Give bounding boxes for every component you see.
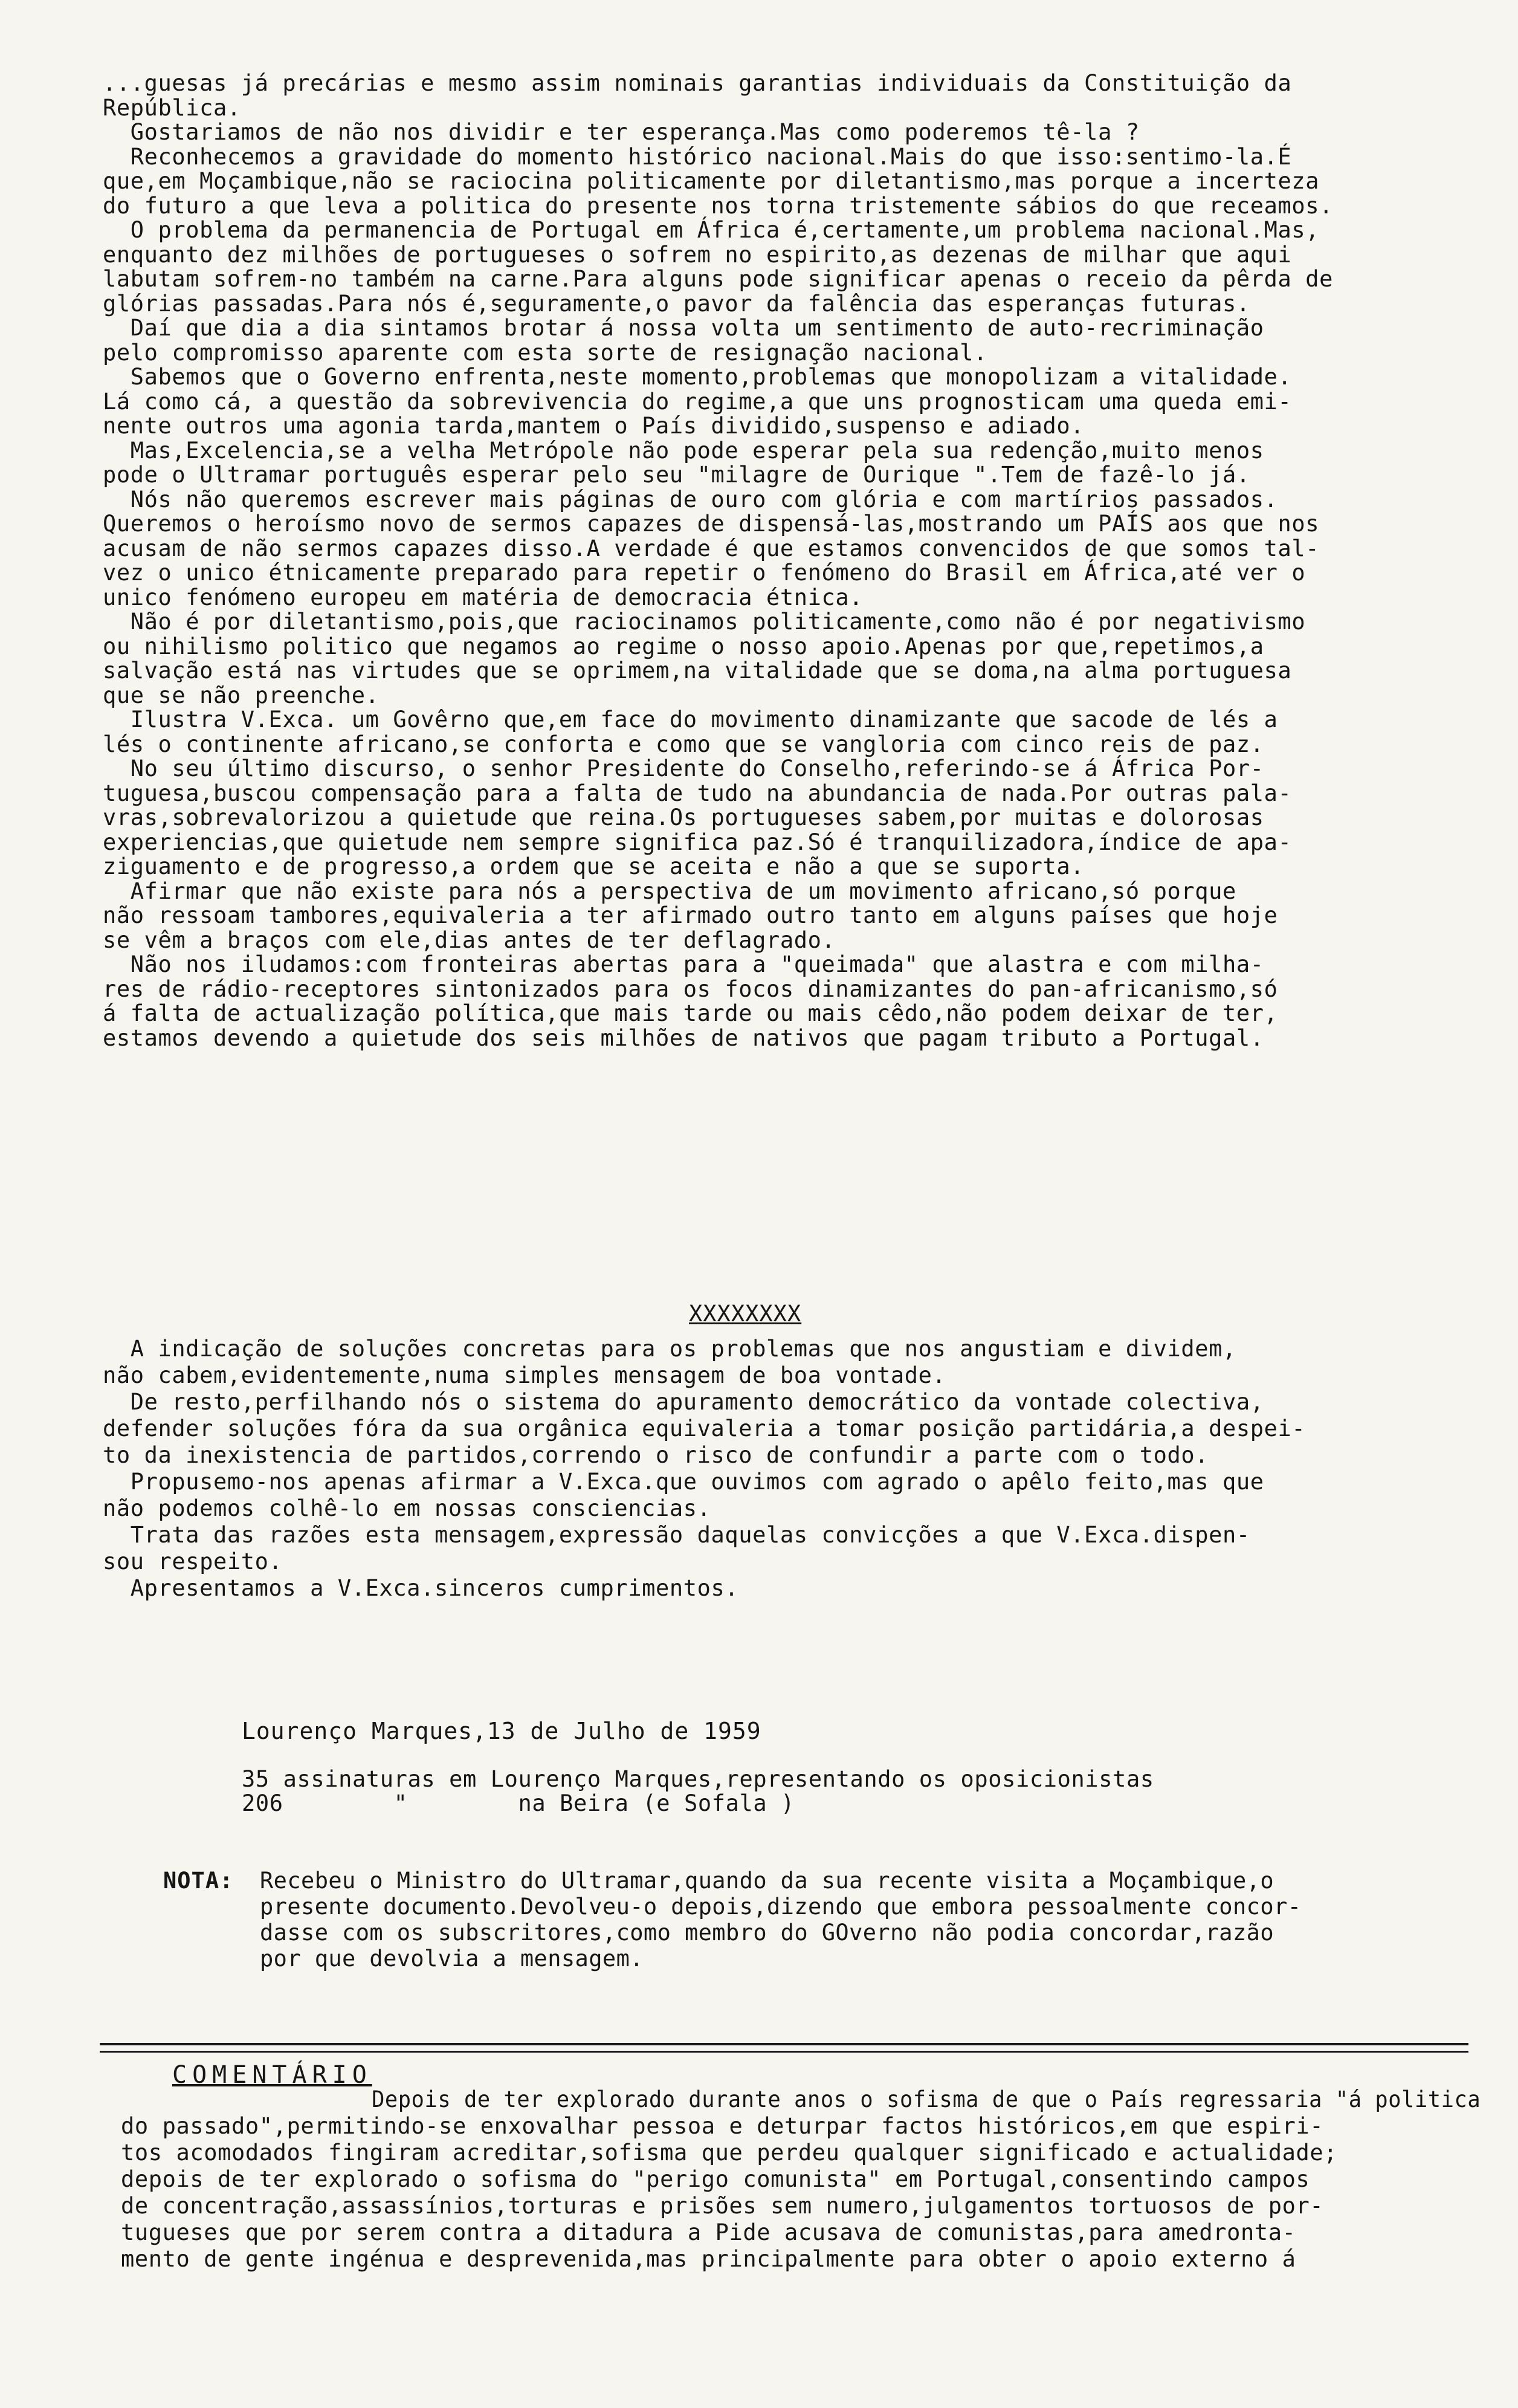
comentario-line: mento de gente ingénua e desprevenida,mas principalmente para obter o apoio externo á xyxy=(121,2246,1296,2272)
text-line: não cabem,evidentemente,numa simples mensagem de boa vontade. xyxy=(103,1362,946,1388)
nota-line: presente documento.Devolveu-o depois,dizendo que embora pessoalmente concor- xyxy=(260,1894,1302,1920)
text-line: acusam de não sermos capazes disso.A verdade é que estamos convencidos de que somos tal- xyxy=(103,535,1320,562)
text-line: não podemos colhê-lo em nossas consciencias. xyxy=(103,1495,711,1521)
text-line: ou nihilismo politico que negamos ao regime o nosso apoio.Apenas por que,repetimos,a xyxy=(103,633,1264,659)
signatures-line-1: 35 assinaturas em Lourenço Marques,representando os oposicionistas xyxy=(242,1766,1154,1792)
text-line: vez o unico étnicamente preparado para repetir o fenómeno do Brasil em África,até ver o xyxy=(103,560,1306,586)
text-line: Não é por diletantismo,pois,que raciocinamos politicamente,como não é por negativismo xyxy=(103,609,1306,635)
text-line: sou respeito. xyxy=(103,1549,283,1575)
letter-body-part-1 xyxy=(103,71,1456,1050)
text-line: vras,sobrevalorizou a quietude que reina.Os portugueses sabem,por muitas e dolorosas xyxy=(103,804,1264,830)
comentario-line: de concentração,assassínios,torturas e prisões sem numero,julgamentos tortuosos de por- xyxy=(121,2193,1324,2219)
dateline: Lourenço Marques,13 de Julho de 1959 xyxy=(242,1718,761,1744)
text-line: lés o continente africano,se conforta e como que se vangloria com cinco reis de paz. xyxy=(103,731,1264,757)
comentario-line: do passado",permitindo-se enxovalhar pessoa e deturpar factos históricos,em que espiri- xyxy=(121,2113,1324,2139)
text-line: Queremos o heroísmo novo de sermos capazes de dispensá-las,mostrando um PAÍS aos que nos xyxy=(103,511,1320,537)
text-line: Não nos iludamos:com fronteiras abertas para a "queimada" que alastra e com milha- xyxy=(103,951,1264,977)
text-line: Gostariamos de não nos dividir e ter esperança.Mas como poderemos tê-la ? xyxy=(103,119,1140,145)
comentario-line: tugueses que por serem contra a ditadura a Pide acusava de comunistas,para amedronta- xyxy=(121,2219,1296,2245)
text-line: pelo compromisso aparente com esta sorte de resignação nacional. xyxy=(103,339,988,366)
letter-body-part-2 xyxy=(103,1336,1456,1602)
nota-line: Recebeu o Ministro do Ultramar,quando da sua recente visita a Moçambique,o xyxy=(260,1868,1274,1894)
text-line: Mas,Excelencia,se a velha Metrópole não pode esperar pela sua redenção,muito menos xyxy=(103,437,1264,464)
text-line: Trata das razões esta mensagem,expressão daquelas convicções a que V.Exca.dispen- xyxy=(103,1522,1250,1548)
text-line: enquanto dez milhões de portugueses o sofrem no espirito,as dezenas de milhar que aqui xyxy=(103,241,1292,268)
nota-text xyxy=(260,1868,1456,1972)
text-line: No seu último discurso, o senhor Presidente do Conselho,referindo-se á África Por- xyxy=(103,756,1264,782)
text-line: Daí que dia a dia sintamos brotar á nossa volta um sentimento de auto-recriminação xyxy=(103,315,1264,341)
text-line: Ilustra V.Exca. um Govêrno que,em face do movimento dinamizante que sacode de lés a xyxy=(103,707,1278,733)
text-line: não ressoam tambores,equivaleria a ter afirmado outro tanto em alguns países que hoje xyxy=(103,902,1278,928)
text-line: ziguamento e de progresso,a ordem que se aceita e não a que se suporta. xyxy=(103,853,1085,879)
text-line: defender soluções fóra da sua orgânica equivaleria a tomar posição partidária,a despei- xyxy=(103,1416,1306,1442)
text-line: nente outros uma agonia tarda,mantem o País dividido,suspenso e adiado. xyxy=(103,413,1085,439)
text-line: Afirmar que não existe para nós a perspectiva de um movimento africano,só porque xyxy=(103,878,1236,904)
signatures-line-2: 206 " na Beira (e Sofala ) xyxy=(242,1790,795,1816)
nota-line: dasse com os subscritores,como membro do GOverno não podia concordar,razão xyxy=(260,1920,1274,1946)
text-line: experiencias,que quietude nem sempre significa paz.Só é tranquilizadora,índice de apa- xyxy=(103,829,1292,855)
text-line: glórias passadas.Para nós é,seguramente,o pavor da falência das esperanças futuras. xyxy=(103,290,1250,317)
comentario-line: tos acomodados fingiram acreditar,sofisma que perdeu qualquer significado e actualidade; xyxy=(121,2140,1338,2166)
text-line: á falta de actualização política,que mais tarde ou mais cêdo,não podem deixar de ter, xyxy=(103,1000,1278,1026)
text-line: ...guesas já precárias e mesmo assim nominais garantias individuais da Constituição da xyxy=(103,70,1292,96)
text-line: do futuro a que leva a politica do presente nos torna tristemente sábios do que receamos. xyxy=(103,192,1333,219)
comentario-body xyxy=(121,2086,1481,2273)
text-line: que,em Moçambique,não se raciocina politicamente por diletantismo,mas porque a incerteza xyxy=(103,168,1320,194)
section-separator: XXXXXXXX xyxy=(689,1301,802,1327)
text-line: A indicação de soluções concretas para os problemas que nos angustiam e dividem, xyxy=(103,1336,1236,1362)
text-line: Lá como cá, a questão da sobrevivencia do regime,a que uns prognosticam uma queda emi- xyxy=(103,388,1292,415)
divider-rule-thin xyxy=(100,2051,1468,2053)
text-line: Nós não queremos escrever mais páginas de ouro com glória e com martírios passados. xyxy=(103,486,1278,513)
divider-rule xyxy=(100,2043,1468,2045)
nota-label: NOTA: xyxy=(163,1868,234,1894)
text-line: labutam sofrem-no também na carne.Para alguns pode significar apenas o receio da pêrda de xyxy=(103,266,1333,292)
comentario-line: depois de ter explorado o sofisma do "perigo comunista" em Portugal,consentindo campos xyxy=(121,2166,1310,2192)
text-line: Propusemo-nos apenas afirmar a V.Exca.que ouvimos com agrado o apêlo feito,mas que xyxy=(103,1469,1264,1495)
text-line: se vêm a braços com ele,dias antes de ter deflagrado. xyxy=(103,927,836,953)
text-line: Reconhecemos a gravidade do momento histórico nacional.Mais do que isso:sentimo-la.É xyxy=(103,143,1292,170)
text-line: O problema da permanencia de Portugal em África é,certamente,um problema nacional.Mas, xyxy=(103,217,1320,243)
text-line: to da inexistencia de partidos,correndo o risco de confundir a parte com o todo. xyxy=(103,1442,1209,1468)
comentario-line: Depois de ter explorado durante anos o sofisma de que o País regressaria "á politica xyxy=(121,2086,1481,2112)
comentario-heading: COMENTÁRIO xyxy=(172,2061,372,2089)
text-line: República. xyxy=(103,94,241,121)
text-line: res de rádio-receptores sintonizados para os focos dinamizantes do pan-africanismo,só xyxy=(103,976,1278,1002)
text-line: tuguesa,buscou compensação para a falta de tudo na abundancia de nada.Por outras pala- xyxy=(103,780,1292,806)
text-line: pode o Ultramar português esperar pelo seu "milagre de Ourique ".Tem de fazê-lo já. xyxy=(103,462,1250,488)
text-line: salvação está nas virtudes que se oprimem,na vitalidade que se doma,na alma portuguesa xyxy=(103,658,1292,684)
text-line: De resto,perfilhando nós o sistema do apuramento democrático da vontade colectiva, xyxy=(103,1389,1264,1415)
nota-line: por que devolvia a mensagem. xyxy=(260,1946,644,1972)
text-line: unico fenómeno europeu em matéria de democracia étnica. xyxy=(103,584,864,610)
text-line: estamos devendo a quietude dos seis milhões de nativos que pagam tributo a Portugal. xyxy=(103,1024,1264,1051)
text-line: Sabemos que o Governo enfrenta,neste momento,problemas que monopolizam a vitalidade. xyxy=(103,364,1292,390)
text-line: Apresentamos a V.Exca.sinceros cumprimentos. xyxy=(103,1575,739,1601)
text-line: que se não preenche. xyxy=(103,682,379,708)
